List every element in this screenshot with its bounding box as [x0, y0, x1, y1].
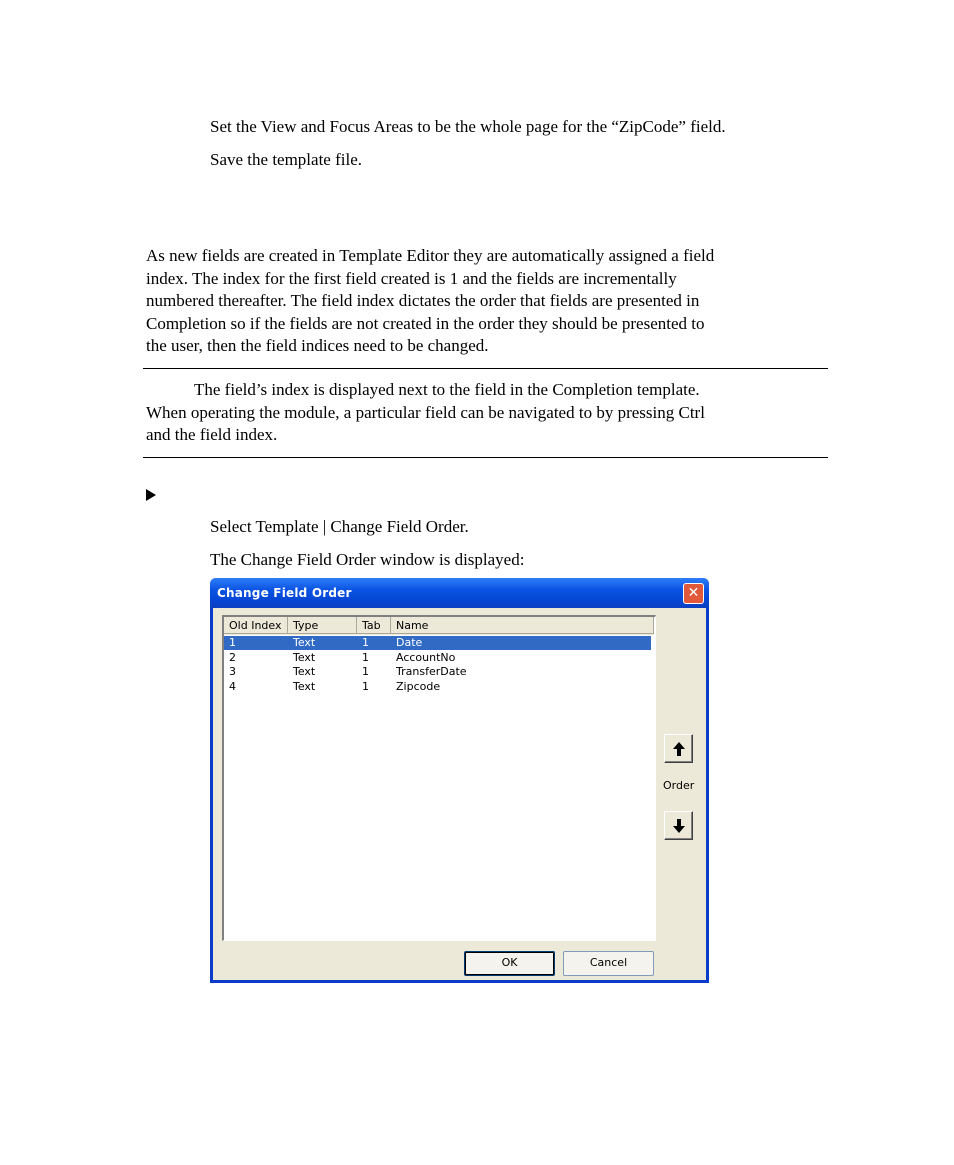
cell-tab: 1: [362, 636, 369, 649]
cell-type: Text: [293, 680, 316, 693]
table-row[interactable]: [224, 651, 651, 665]
column-header-name[interactable]: Name: [391, 617, 654, 634]
cancel-button[interactable]: Cancel: [563, 951, 654, 976]
window-client-area: [213, 608, 706, 980]
window-titlebar[interactable]: [210, 578, 709, 608]
column-header-tab[interactable]: Tab: [357, 617, 391, 634]
field-list[interactable]: [222, 615, 656, 941]
field-index-paragraph: [146, 245, 826, 358]
paragraph-line: numbered thereafter. The field index dictates the order that fields are presented in: [146, 291, 700, 310]
order-label: Order: [663, 779, 695, 792]
arrow-down-icon: [672, 818, 686, 834]
note-line: and the field index.: [146, 425, 278, 444]
step-save-template: Save the template file.: [210, 150, 362, 169]
paragraph-line: Completion so if the fields are not created in the order they should be presented to: [146, 313, 705, 333]
table-row[interactable]: [224, 636, 651, 650]
table-row[interactable]: [224, 680, 651, 694]
step-set-view-focus: Set the View and Focus Areas to be the whole page for the “ZipCode” field.: [210, 117, 726, 136]
step-window-displayed: The Change Field Order window is displayed:: [210, 550, 525, 569]
cell-old-index: 1: [229, 636, 236, 649]
paragraph-line: As new fields are created in Template Editor they are automatically assigned a field: [146, 246, 715, 265]
arrow-up-icon: [672, 741, 686, 757]
procedure-arrow-icon: [146, 489, 156, 501]
close-icon[interactable]: ✕: [683, 583, 704, 604]
window-title: Change Field Order: [217, 586, 352, 600]
change-field-order-window: [210, 578, 709, 983]
note-top-rule: [143, 368, 828, 369]
cell-old-index: 4: [229, 680, 236, 693]
cell-name: Date: [396, 636, 423, 649]
cell-name: AccountNo: [396, 651, 456, 664]
column-header-old-index[interactable]: Old Index: [224, 617, 288, 634]
paragraph-line: the user, then the field indices need to be changed.: [146, 336, 489, 355]
note-bottom-rule: [143, 457, 828, 458]
cell-tab: 1: [362, 651, 369, 664]
note-box: [146, 379, 826, 447]
cell-tab: 1: [362, 680, 369, 693]
note-line: When operating the module, a particular field can be navigated to by pressing Ctrl: [146, 402, 705, 422]
ok-button[interactable]: OK: [464, 951, 555, 976]
note-line: The field’s index is displayed next to the field in the Completion template.: [194, 380, 700, 399]
move-up-button[interactable]: [664, 734, 693, 763]
step-select-menu: Select Template | Change Field Order.: [210, 517, 469, 536]
cell-name: Zipcode: [396, 680, 441, 693]
cell-old-index: 3: [229, 665, 236, 678]
column-header-type[interactable]: Type: [288, 617, 357, 634]
paragraph-line: index. The index for the first field created is 1 and the fields are incrementally: [146, 268, 677, 288]
cell-name: TransferDate: [396, 665, 467, 678]
table-row[interactable]: [224, 665, 651, 679]
cell-tab: 1: [362, 665, 369, 678]
move-down-button[interactable]: [664, 811, 693, 840]
cell-type: Text: [293, 651, 316, 664]
cell-type: Text: [293, 665, 316, 678]
list-header: [224, 617, 654, 635]
cell-old-index: 2: [229, 651, 236, 664]
cell-type: Text: [293, 636, 316, 649]
